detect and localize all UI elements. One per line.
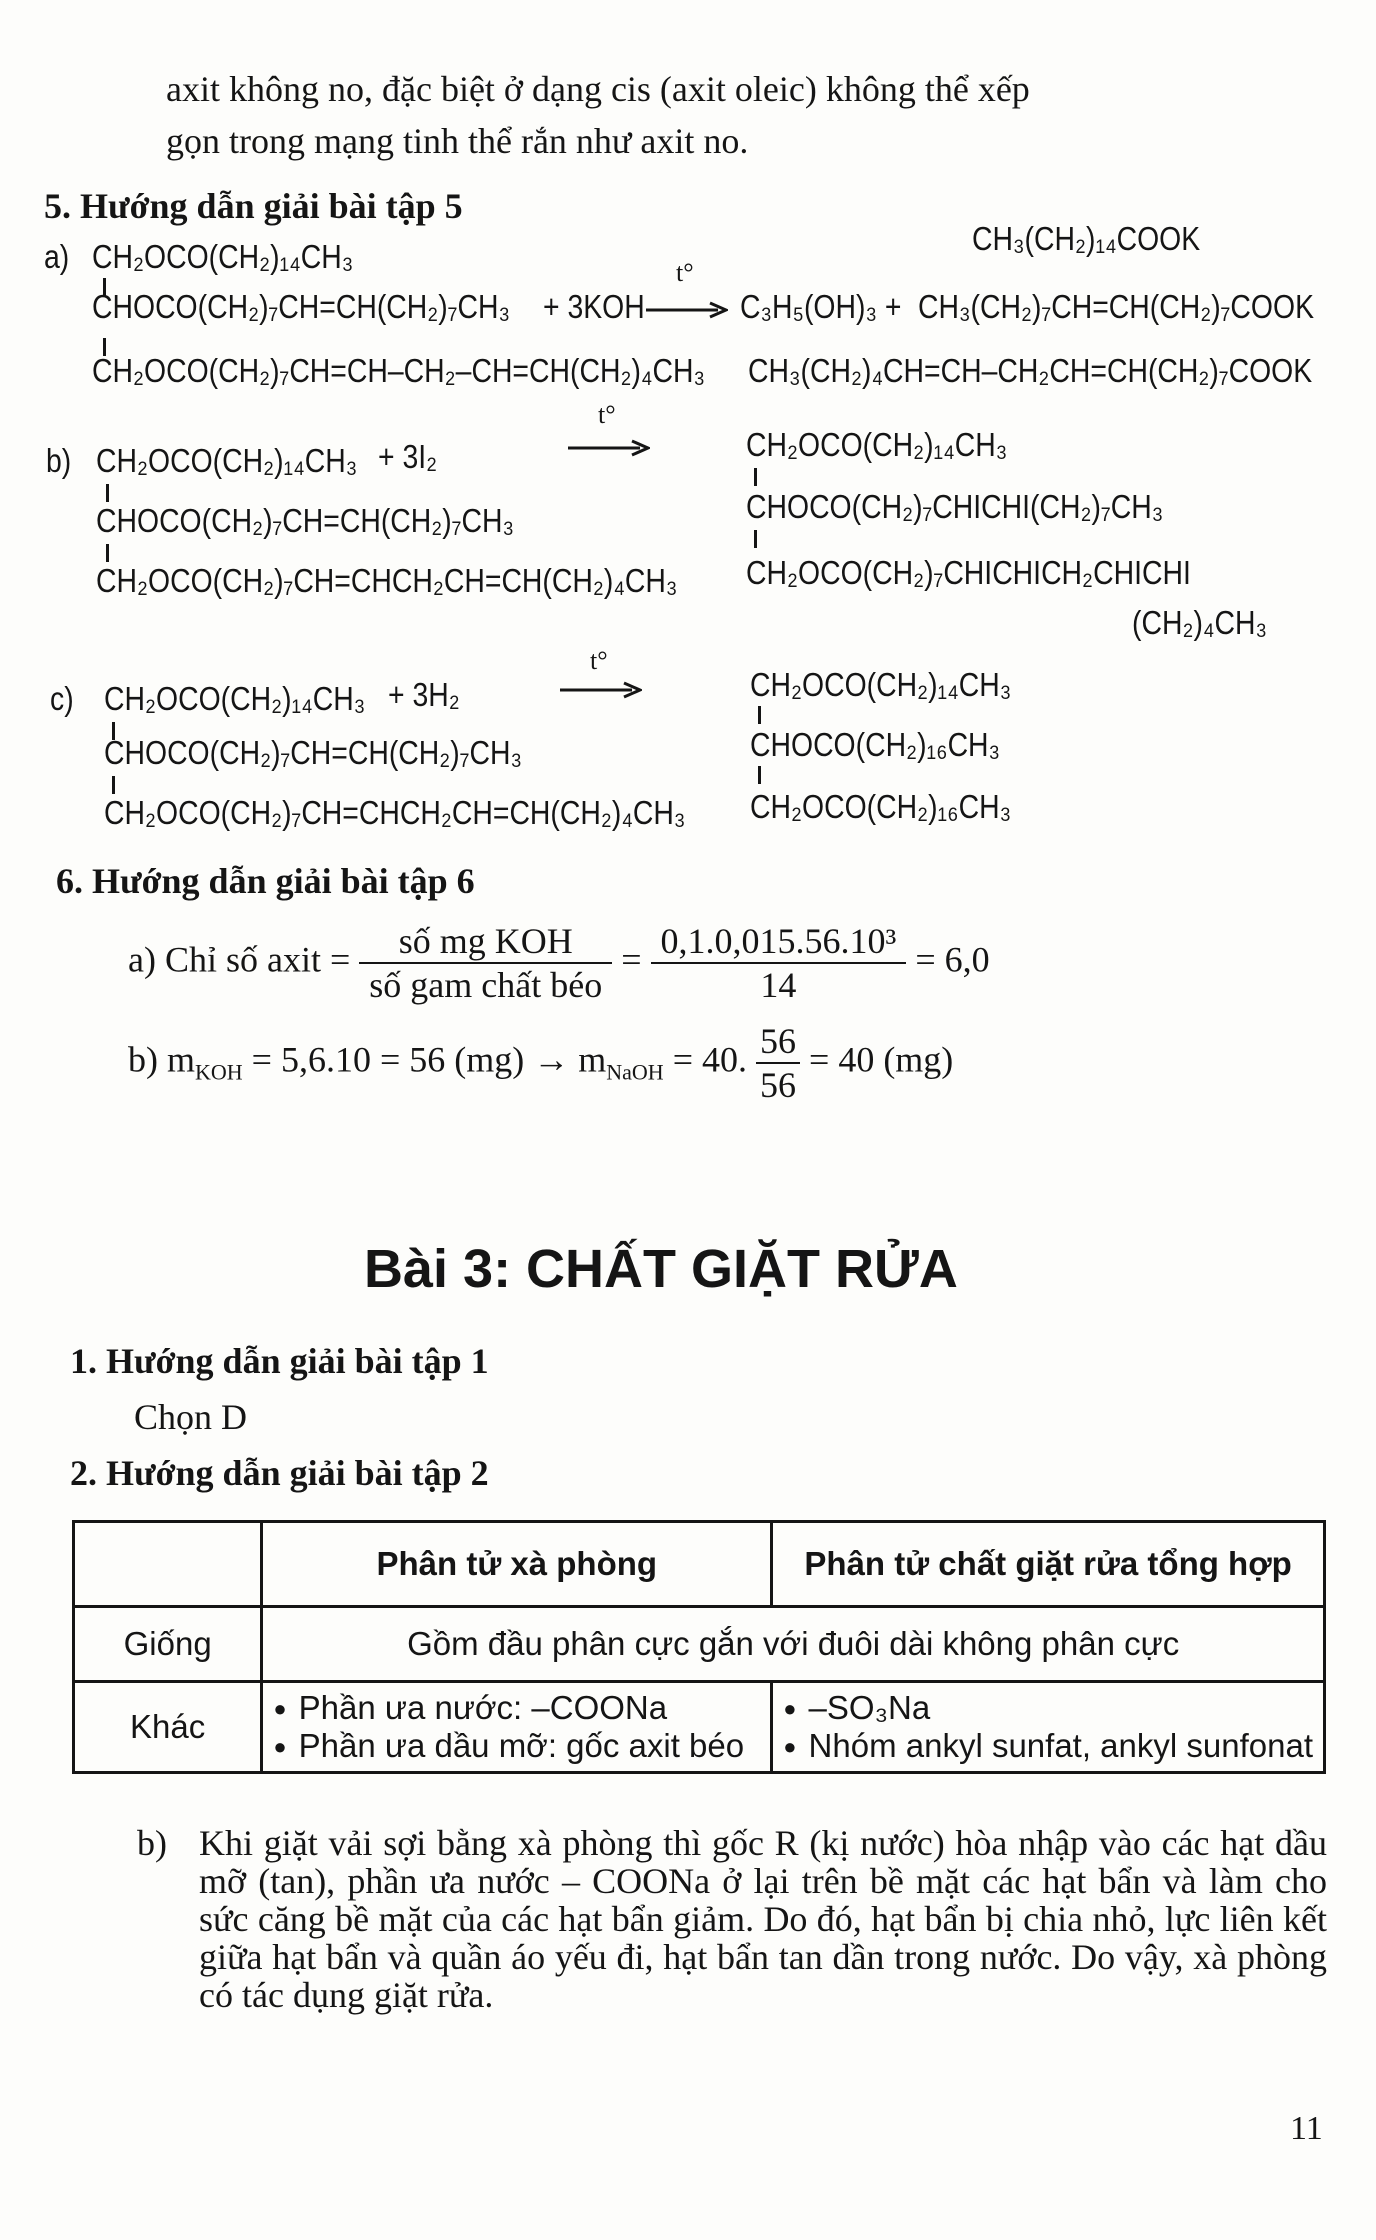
table-header-empty xyxy=(74,1522,262,1607)
table-row-label-khac: Khác xyxy=(74,1682,262,1773)
5a-reactant-line-2: CHOCO(CH₂)₇CH=CH(CH₂)₇CH₃ xyxy=(92,288,511,325)
6b-fraction xyxy=(756,1020,800,1106)
5c-reactant-line-1: CH₂OCO(CH₂)₁₄CH₃ xyxy=(104,680,366,717)
table-header-row xyxy=(74,1522,1325,1607)
6b-fraction-numerator: 56 xyxy=(756,1020,800,1064)
5c-reactant-line-3: CH₂OCO(CH₂)₇CH=CHCH₂CH=CH(CH₂)₄CH₃ xyxy=(104,794,686,831)
table-row-label-giong: Giống xyxy=(74,1607,262,1682)
bai3-answer-1: Chọn D xyxy=(134,1397,248,1437)
paragraph-text: Khi giặt vải sợi bằng xà phòng thì gốc R (kị nước) hòa nhập vào các hạt dầu mỡ (tan), phần ưa nước – COONa ở lại trên bề mặt các hạt bẩn và làm cho sức căng bề mặt của các hạt bẩn giảm. Do đó, hạt bẩn bị chia nhỏ, lực liên kết giữa hạt bẩn và quần áo yếu đi, hạt bẩn tan dần trong nước. Do vậy, xà phòng có tác dụng giặt rửa. xyxy=(199,1823,1327,2015)
5a-reactant-line-3: CH₂OCO(CH₂)₇CH=CH–CH₂–CH=CH(CH₂)₄CH₃ xyxy=(92,352,706,389)
bai3-heading-2: 2. Hướng dẫn giải bài tập 2 xyxy=(70,1453,489,1493)
5a-condition: t° xyxy=(676,258,694,287)
intro-line-2: gọn trong mạng tinh thể rắn như axit no. xyxy=(166,121,749,161)
bond-line xyxy=(758,766,761,784)
explanation-paragraph xyxy=(137,1824,1327,2014)
5b-condition: t° xyxy=(598,400,616,429)
6a-prefix: a) Chỉ số axit = xyxy=(128,939,351,980)
5b-reagent: + 3I₂ xyxy=(378,438,438,475)
5a-reactant-line-1: CH₂OCO(CH₂)₁₄CH₃ xyxy=(92,238,354,275)
intro-line-1: axit không no, đặc biệt ở dạng cis (axit oleic) không thể xếp xyxy=(166,69,1030,109)
6b-formula xyxy=(128,1020,953,1106)
6a-fraction-numerator: số mg KOH xyxy=(359,920,612,964)
5b-product-1: CH₂OCO(CH₂)₁₄CH₃ xyxy=(746,426,1008,463)
6a-equals: = xyxy=(621,939,642,980)
paragraph-label: b) xyxy=(137,1823,167,1863)
table-cell-detergent-khac xyxy=(772,1682,1325,1773)
5c-product-2: CHOCO(CH₂)₁₆CH₃ xyxy=(750,726,1001,763)
table-header-soap: Phân tử xà phòng xyxy=(262,1522,772,1607)
5c-product-1: CH₂OCO(CH₂)₁₄CH₃ xyxy=(750,666,1012,703)
bond-line xyxy=(758,706,761,724)
list-item: ● Phần ưa nước: –COONa xyxy=(273,1689,760,1727)
6b-result: = 40 (mg) xyxy=(809,1039,954,1080)
6b-prefix: b) m xyxy=(128,1039,195,1080)
6a-fraction-denominator: số gam chất béo xyxy=(369,965,603,1005)
bond-line xyxy=(112,776,115,794)
5b-product-3-continuation: (CH₂)₄CH₃ xyxy=(1132,604,1268,641)
table-cell-giong: Gồm đầu phân cực gắn với đuôi dài không phân cực xyxy=(262,1607,1325,1682)
5a-reagent: + 3KOH xyxy=(543,288,645,325)
6a-fraction-2-denominator: 14 xyxy=(760,965,797,1005)
lesson-title: Bài 3: CHẤT GIẶT RỬA xyxy=(364,1239,958,1299)
6a-fraction-2 xyxy=(651,920,907,1006)
6a-fraction-2-numerator: 0,1.0,015.56.10³ xyxy=(651,920,907,964)
5b-reactant-line-3: CH₂OCO(CH₂)₇CH=CHCH₂CH=CH(CH₂)₄CH₃ xyxy=(96,562,678,599)
table-header-detergent: Phân tử chất giặt rửa tổng hợp xyxy=(772,1522,1325,1607)
6b-sub-naoh: NaOH xyxy=(606,1059,664,1085)
5b-reactant-line-2: CHOCO(CH₂)₇CH=CH(CH₂)₇CH₃ xyxy=(96,502,515,539)
bond-line xyxy=(754,530,757,548)
5b-label: b) xyxy=(46,442,72,479)
list-item: ● –SO₃Na xyxy=(783,1689,1313,1727)
5a-reaction-arrow xyxy=(646,300,728,320)
6b-fraction-denominator: 56 xyxy=(760,1065,797,1105)
5c-reaction-arrow xyxy=(560,680,642,700)
5c-reagent: + 3H₂ xyxy=(388,676,460,713)
6a-formula xyxy=(128,920,990,1006)
list-item: ● Phần ưa dầu mỡ: gốc axit béo xyxy=(273,1727,760,1765)
6b-middle: = 5,6.10 = 56 (mg) → m xyxy=(251,1039,607,1080)
table-row xyxy=(74,1682,1325,1773)
comparison-table xyxy=(72,1520,1326,1774)
5a-glycerol: C₃H₅(OH)₃ + xyxy=(740,288,902,325)
list-item: ● Nhóm ankyl sunfat, ankyl sunfonat xyxy=(783,1727,1313,1765)
5c-label: c) xyxy=(50,680,74,717)
6b-sub-koh: KOH xyxy=(195,1059,243,1085)
5c-product-3: CH₂OCO(CH₂)₁₆CH₃ xyxy=(750,788,1012,825)
6b-equals: = 40. xyxy=(672,1039,748,1080)
table-row xyxy=(74,1607,1325,1682)
bond-line xyxy=(754,468,757,486)
5a-product-3: CH₃(CH₂)₄CH=CH–CH₂CH=CH(CH₂)₇COOK xyxy=(748,352,1313,389)
section-5-heading: 5. Hướng dẫn giải bài tập 5 xyxy=(44,186,463,226)
bond-line xyxy=(106,484,109,502)
5c-reactant-line-2: CHOCO(CH₂)₇CH=CH(CH₂)₇CH₃ xyxy=(104,734,523,771)
section-6-heading: 6. Hướng dẫn giải bài tập 6 xyxy=(56,861,475,901)
5a-product-2: CH₃(CH₂)₇CH=CH(CH₂)₇COOK xyxy=(918,288,1315,325)
5a-label: a) xyxy=(44,238,70,275)
5b-reaction-arrow xyxy=(568,438,650,458)
5c-condition: t° xyxy=(590,646,608,675)
bond-line xyxy=(106,544,109,562)
5b-product-3: CH₂OCO(CH₂)₇CHICHICH₂CHICHI xyxy=(746,554,1191,591)
table-cell-soap-khac xyxy=(262,1682,772,1773)
6a-result: = 6,0 xyxy=(915,939,990,980)
5b-reactant-line-1: CH₂OCO(CH₂)₁₄CH₃ xyxy=(96,442,358,479)
page-number: 11 xyxy=(1290,2110,1323,2147)
6a-fraction xyxy=(359,920,612,1006)
5b-product-2: CHOCO(CH₂)₇CHICHI(CH₂)₇CH₃ xyxy=(746,488,1164,525)
bai3-heading-1: 1. Hướng dẫn giải bài tập 1 xyxy=(70,1341,489,1381)
5a-product-1: CH₃(CH₂)₁₄COOK xyxy=(972,220,1201,257)
